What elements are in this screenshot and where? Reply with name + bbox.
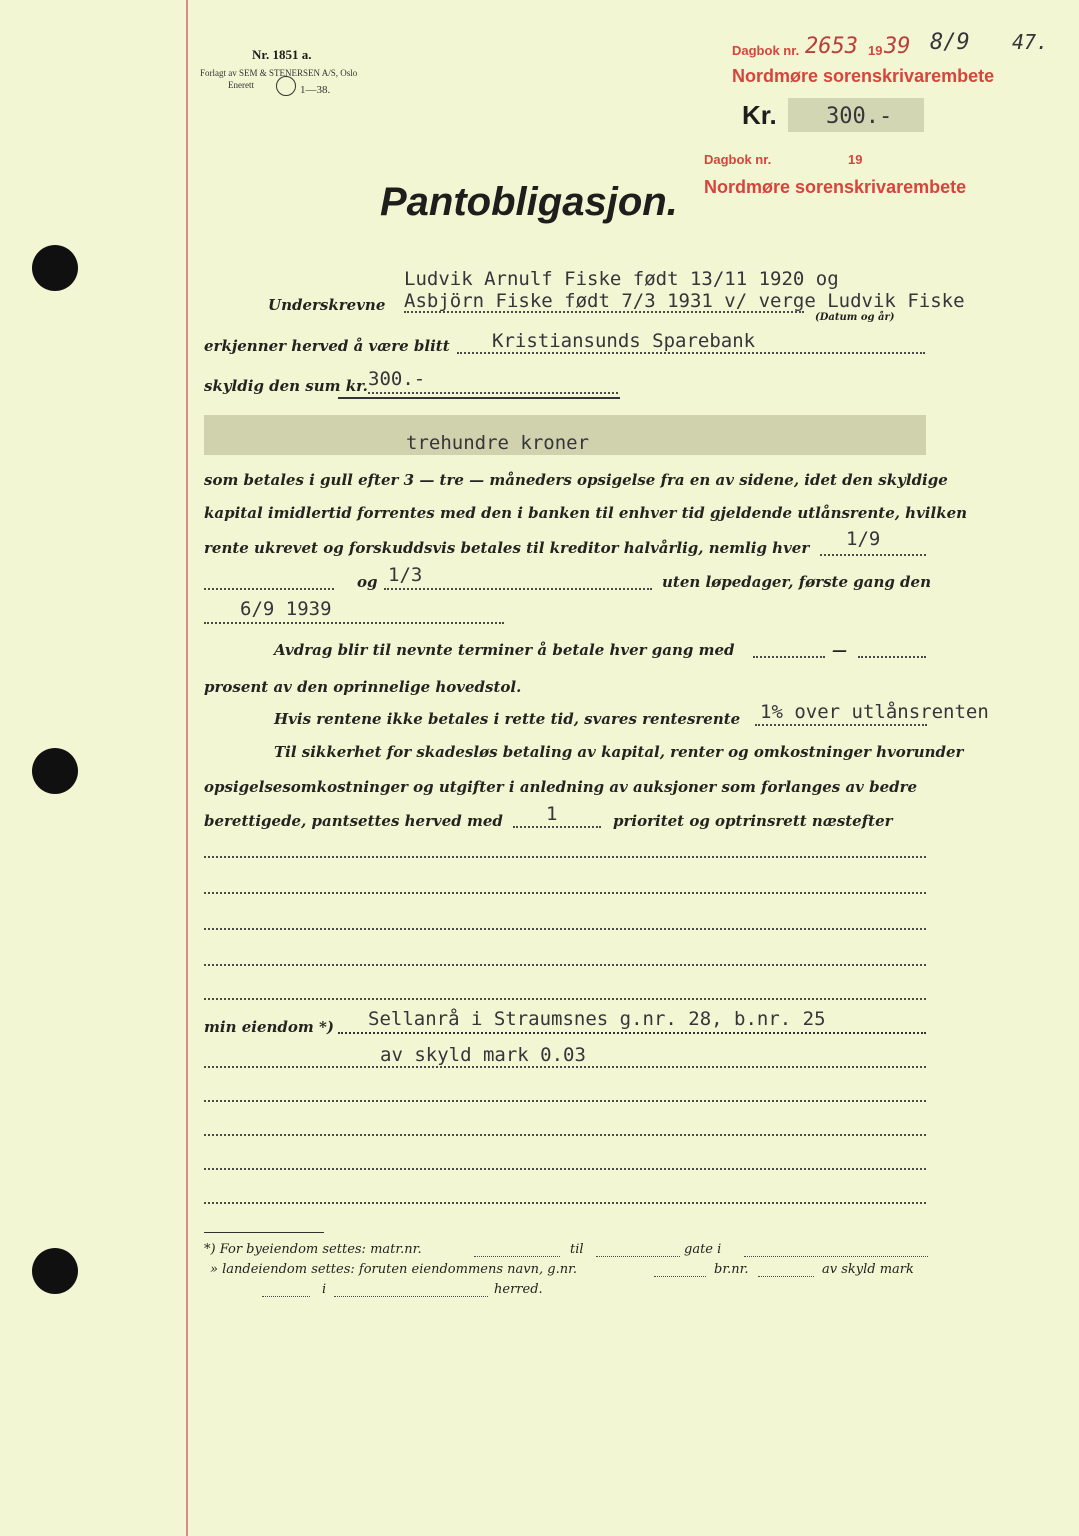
stamp-dagbok-number: 2653 [805, 34, 858, 59]
property-dotline1 [338, 1032, 926, 1034]
footnote-dotline [474, 1256, 560, 1257]
avdrag-dotline1 [753, 656, 825, 658]
publisher-logo-icon [276, 76, 296, 96]
avdrag-dotline2 [858, 656, 926, 658]
property-label: min eiendom *) [204, 1018, 334, 1036]
footnote-dotline [596, 1256, 680, 1257]
til-line3b: prioritet og optrinsrett næstefter [613, 812, 893, 830]
rentesrente-value: 1% over utlånsrenten [760, 701, 989, 723]
term1-value: 1/9 [846, 528, 881, 550]
margin-line [186, 0, 188, 1536]
footnote-line1c: gate i [684, 1242, 722, 1257]
stamp2-office: Nordmøre sorenskrivarembete [704, 177, 967, 197]
footnote-separator [204, 1232, 324, 1233]
prioritet-dotline [513, 826, 601, 828]
blank-dotline [204, 1134, 926, 1136]
footnote-line2a: » landeiendom settes: foruten eiendommens navn, g.nr. [210, 1262, 577, 1277]
form-number: Nr. 1851 a. [252, 47, 312, 62]
hvis-line: Hvis rentene ikke betales i rette tid, svares rentesrente [274, 710, 741, 728]
terms-line1: som betales i gull efter 3 — tre — måneders opsigelse fra en av sidene, idet den skyldige [204, 471, 948, 489]
page-number: 47. [1012, 30, 1049, 54]
first-date-dotline [204, 622, 504, 624]
line4-start-dotline [204, 588, 334, 590]
property-line1: Sellanrå i Straumsnes g.nr. 28, b.nr. 25 [368, 1008, 826, 1030]
creditor-dotline [457, 352, 925, 354]
blank-dotline [204, 892, 926, 894]
footnote-dotline [654, 1276, 706, 1277]
footnote-dotline [758, 1276, 814, 1277]
term2-value: 1/3 [388, 564, 423, 586]
prosent-line: prosent av den oprinnelige hovedstol. [204, 678, 522, 696]
til-line1: Til sikkerhet for skadesløs betaling av kapital, renter og omkostninger hvorunder [274, 743, 964, 761]
stamp-dagbok-label: Dagbok nr. [732, 43, 800, 58]
punch-hole [32, 748, 78, 794]
blank-dotline [204, 1168, 926, 1170]
sum-dotline [368, 392, 618, 394]
property-line2: av skyld mark 0.03 [380, 1044, 586, 1066]
underskrevne-line1: Ludvik Arnulf Fiske født 13/11 1920 og [404, 268, 839, 290]
underskrevne-label: Underskrevne [268, 296, 386, 314]
blank-dotline [204, 1202, 926, 1204]
page-title: Pantobligasjon. [380, 180, 678, 224]
stamp2-year-prefix: 19 [848, 152, 863, 167]
erkjenner-label: erkjenner herved å være blitt [204, 337, 450, 355]
form-date: 1—38. [300, 84, 331, 96]
amount-value: 300.- [826, 104, 893, 129]
stamp-year: 39 [884, 34, 911, 59]
term1-dotline [820, 554, 926, 556]
creditor-name: Kristiansunds Sparebank [492, 330, 756, 352]
avdrag-line: Avdrag blir til nevnte terminer å betale hver gang med [274, 641, 735, 659]
punch-hole [32, 245, 78, 291]
stamp-date: 8/9 [930, 30, 970, 55]
footnote-line1a: *) For byeiendom settes: matr.nr. [204, 1242, 422, 1257]
terms-line2: kapital imidlertid forrentes med den i banken til enhver tid gjeldende utlånsrente, hvilken [204, 504, 968, 522]
avdrag-dash: — [832, 641, 847, 659]
sum-value: 300.- [368, 368, 426, 390]
amount-words: trehundre kroner [406, 432, 590, 454]
skyldig-label: skyldig den sum kr. [204, 377, 368, 395]
stamp-year-prefix: 19 [868, 43, 883, 58]
terms-line3: rente ukrevet og forskuddsvis betales til kreditor halvårlig, nemlig hver [204, 539, 810, 557]
underskrevne-dotline [404, 311, 804, 313]
underskrevne-line2: Asbjörn Fiske født 7/3 1931 v/ verge Ludvik Fiske [404, 290, 965, 312]
terms-line4-tail: uten løpedager, første gang den [662, 573, 931, 591]
footnote-line2b: br.nr. [714, 1262, 749, 1277]
blank-dotline [204, 856, 926, 858]
footnote-line1b: til [570, 1242, 584, 1257]
footnote-dotline [262, 1296, 310, 1297]
blank-dotline [204, 964, 926, 966]
punch-hole [32, 1248, 78, 1294]
blank-dotline [204, 998, 926, 1000]
footnote-dotline [744, 1256, 928, 1257]
term2-dotline [384, 588, 652, 590]
blank-dotline [204, 1100, 926, 1102]
og-label: og [357, 573, 378, 591]
rentesrente-dotline [755, 724, 927, 726]
footnote-dotline [334, 1296, 488, 1297]
stamp2-dagbok-label: Dagbok nr. [704, 152, 772, 167]
footnote-line3b: herred. [494, 1282, 543, 1297]
stamp-office: Nordmøre sorenskrivarembete [732, 66, 995, 86]
datum-note: (Datum og år) [815, 312, 895, 323]
til-line3a: berettigede, pantsettes herved med [204, 812, 503, 830]
til-line2: opsigelsesomkostninger og utgifter i anledning av auksjoner som forlanges av bedre [204, 778, 918, 796]
amount-label: Kr. [742, 100, 777, 130]
property-dotline2 [204, 1066, 926, 1068]
sum-underline [338, 397, 620, 399]
prioritet-value: 1 [546, 803, 558, 825]
footnote-line2c: av skyld mark [822, 1262, 914, 1277]
footnote-line3a: i [322, 1282, 327, 1297]
first-date-value: 6/9 1939 [240, 598, 332, 620]
publisher-line: Forlagt av SEM & STENERSEN A/S, Oslo [200, 68, 358, 78]
blank-dotline [204, 928, 926, 930]
publisher-enerett: Enerett [228, 80, 254, 90]
